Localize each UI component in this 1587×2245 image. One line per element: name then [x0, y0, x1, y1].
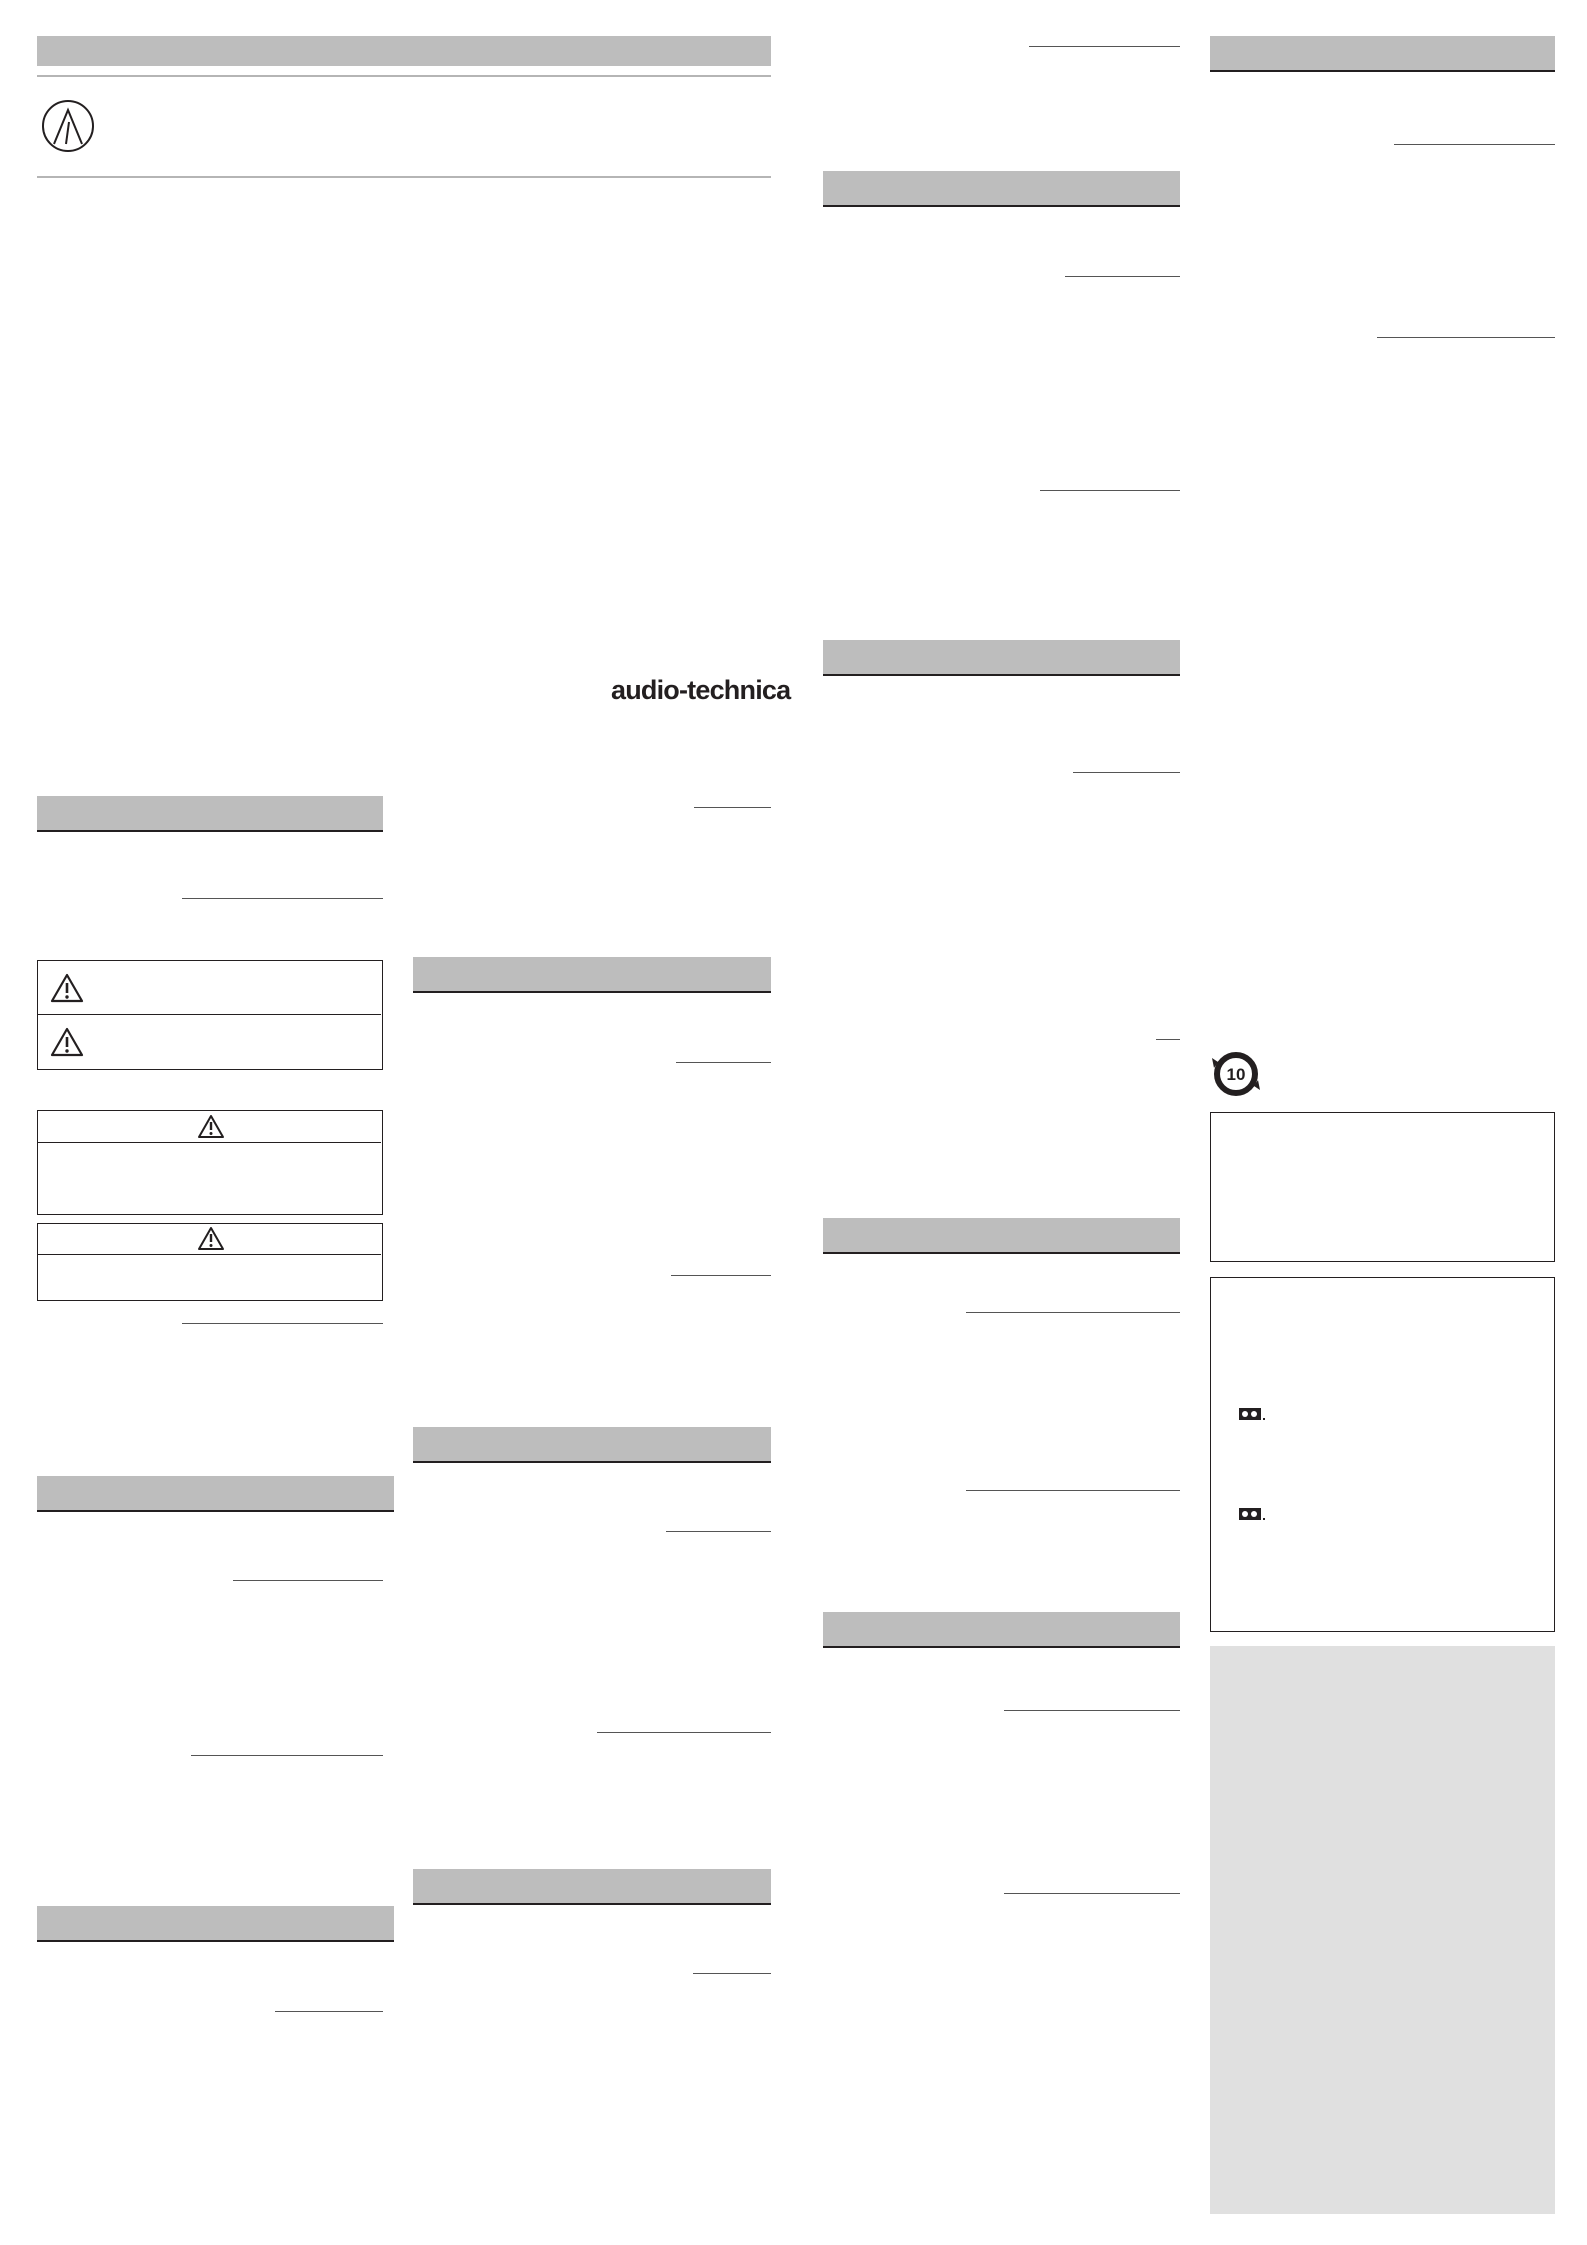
subheading-rule: [666, 1531, 771, 1532]
subheading-rule: [1040, 490, 1180, 491]
section-bar: [37, 1906, 394, 1942]
subheading-rule: [1004, 1710, 1180, 1711]
subheading-rule: [233, 1580, 383, 1581]
subheading-rule: [694, 807, 771, 808]
subheading-rule: [275, 2011, 383, 2012]
warning-triangle-icon: [50, 973, 84, 1003]
section-bar: [413, 1427, 771, 1463]
subheading-rule: [1156, 1039, 1180, 1040]
subheading-rule: [182, 1323, 383, 1324]
warning-triangle-icon: [50, 1027, 84, 1057]
warning-triangle-icon: [197, 1114, 225, 1139]
cover-bottom-rule: [37, 176, 771, 178]
battery-symbol-icon: [1238, 1506, 1266, 1522]
cover-top-rule: [37, 75, 771, 77]
warning-legend-box: [37, 960, 383, 1070]
section-bar: [1210, 36, 1555, 72]
subheading-rule: [966, 1312, 1180, 1313]
warning-triangle-icon: [197, 1226, 225, 1251]
legend-divider: [38, 1014, 381, 1015]
subheading-rule: [597, 1732, 771, 1733]
subheading-rule: [182, 898, 383, 899]
disposal-info-box: [1210, 1112, 1555, 1262]
subheading-rule: [676, 1062, 771, 1063]
environmental-period-icon: [1210, 1048, 1262, 1100]
section-bar: [37, 796, 383, 832]
section-bar: [413, 1869, 771, 1905]
subheading-rule: [671, 1275, 771, 1276]
battery-symbol-icon: [1238, 1406, 1266, 1422]
subheading-rule: [966, 1490, 1180, 1491]
subheading-rule: [191, 1755, 383, 1756]
section-bar: [823, 640, 1180, 676]
audio-technica-logo-icon: [40, 98, 96, 154]
subheading-rule: [1394, 144, 1555, 145]
subheading-rule: [693, 1973, 771, 1974]
subheading-rule: [1065, 276, 1180, 277]
cover-title-bar: [37, 36, 771, 66]
battery-info-box: [1210, 1277, 1555, 1632]
warning-box: [37, 1110, 383, 1215]
subheading-rule: [1377, 337, 1555, 338]
caution-box: [37, 1223, 383, 1301]
section-bar: [413, 957, 771, 993]
section-bar: [37, 1476, 394, 1512]
section-bar: [823, 171, 1180, 207]
brand-wordmark: audio-technica: [611, 675, 791, 705]
section-bar: [823, 1218, 1180, 1254]
subheading-rule: [1004, 1893, 1180, 1894]
caution-box-divider: [38, 1254, 381, 1255]
grey-info-panel: [1210, 1646, 1555, 2214]
subheading-rule: [1029, 46, 1180, 47]
warning-box-divider: [38, 1142, 381, 1143]
subheading-rule: [1073, 772, 1180, 773]
recycling-mark-number: 10: [1226, 1065, 1246, 1084]
section-bar: [823, 1612, 1180, 1648]
